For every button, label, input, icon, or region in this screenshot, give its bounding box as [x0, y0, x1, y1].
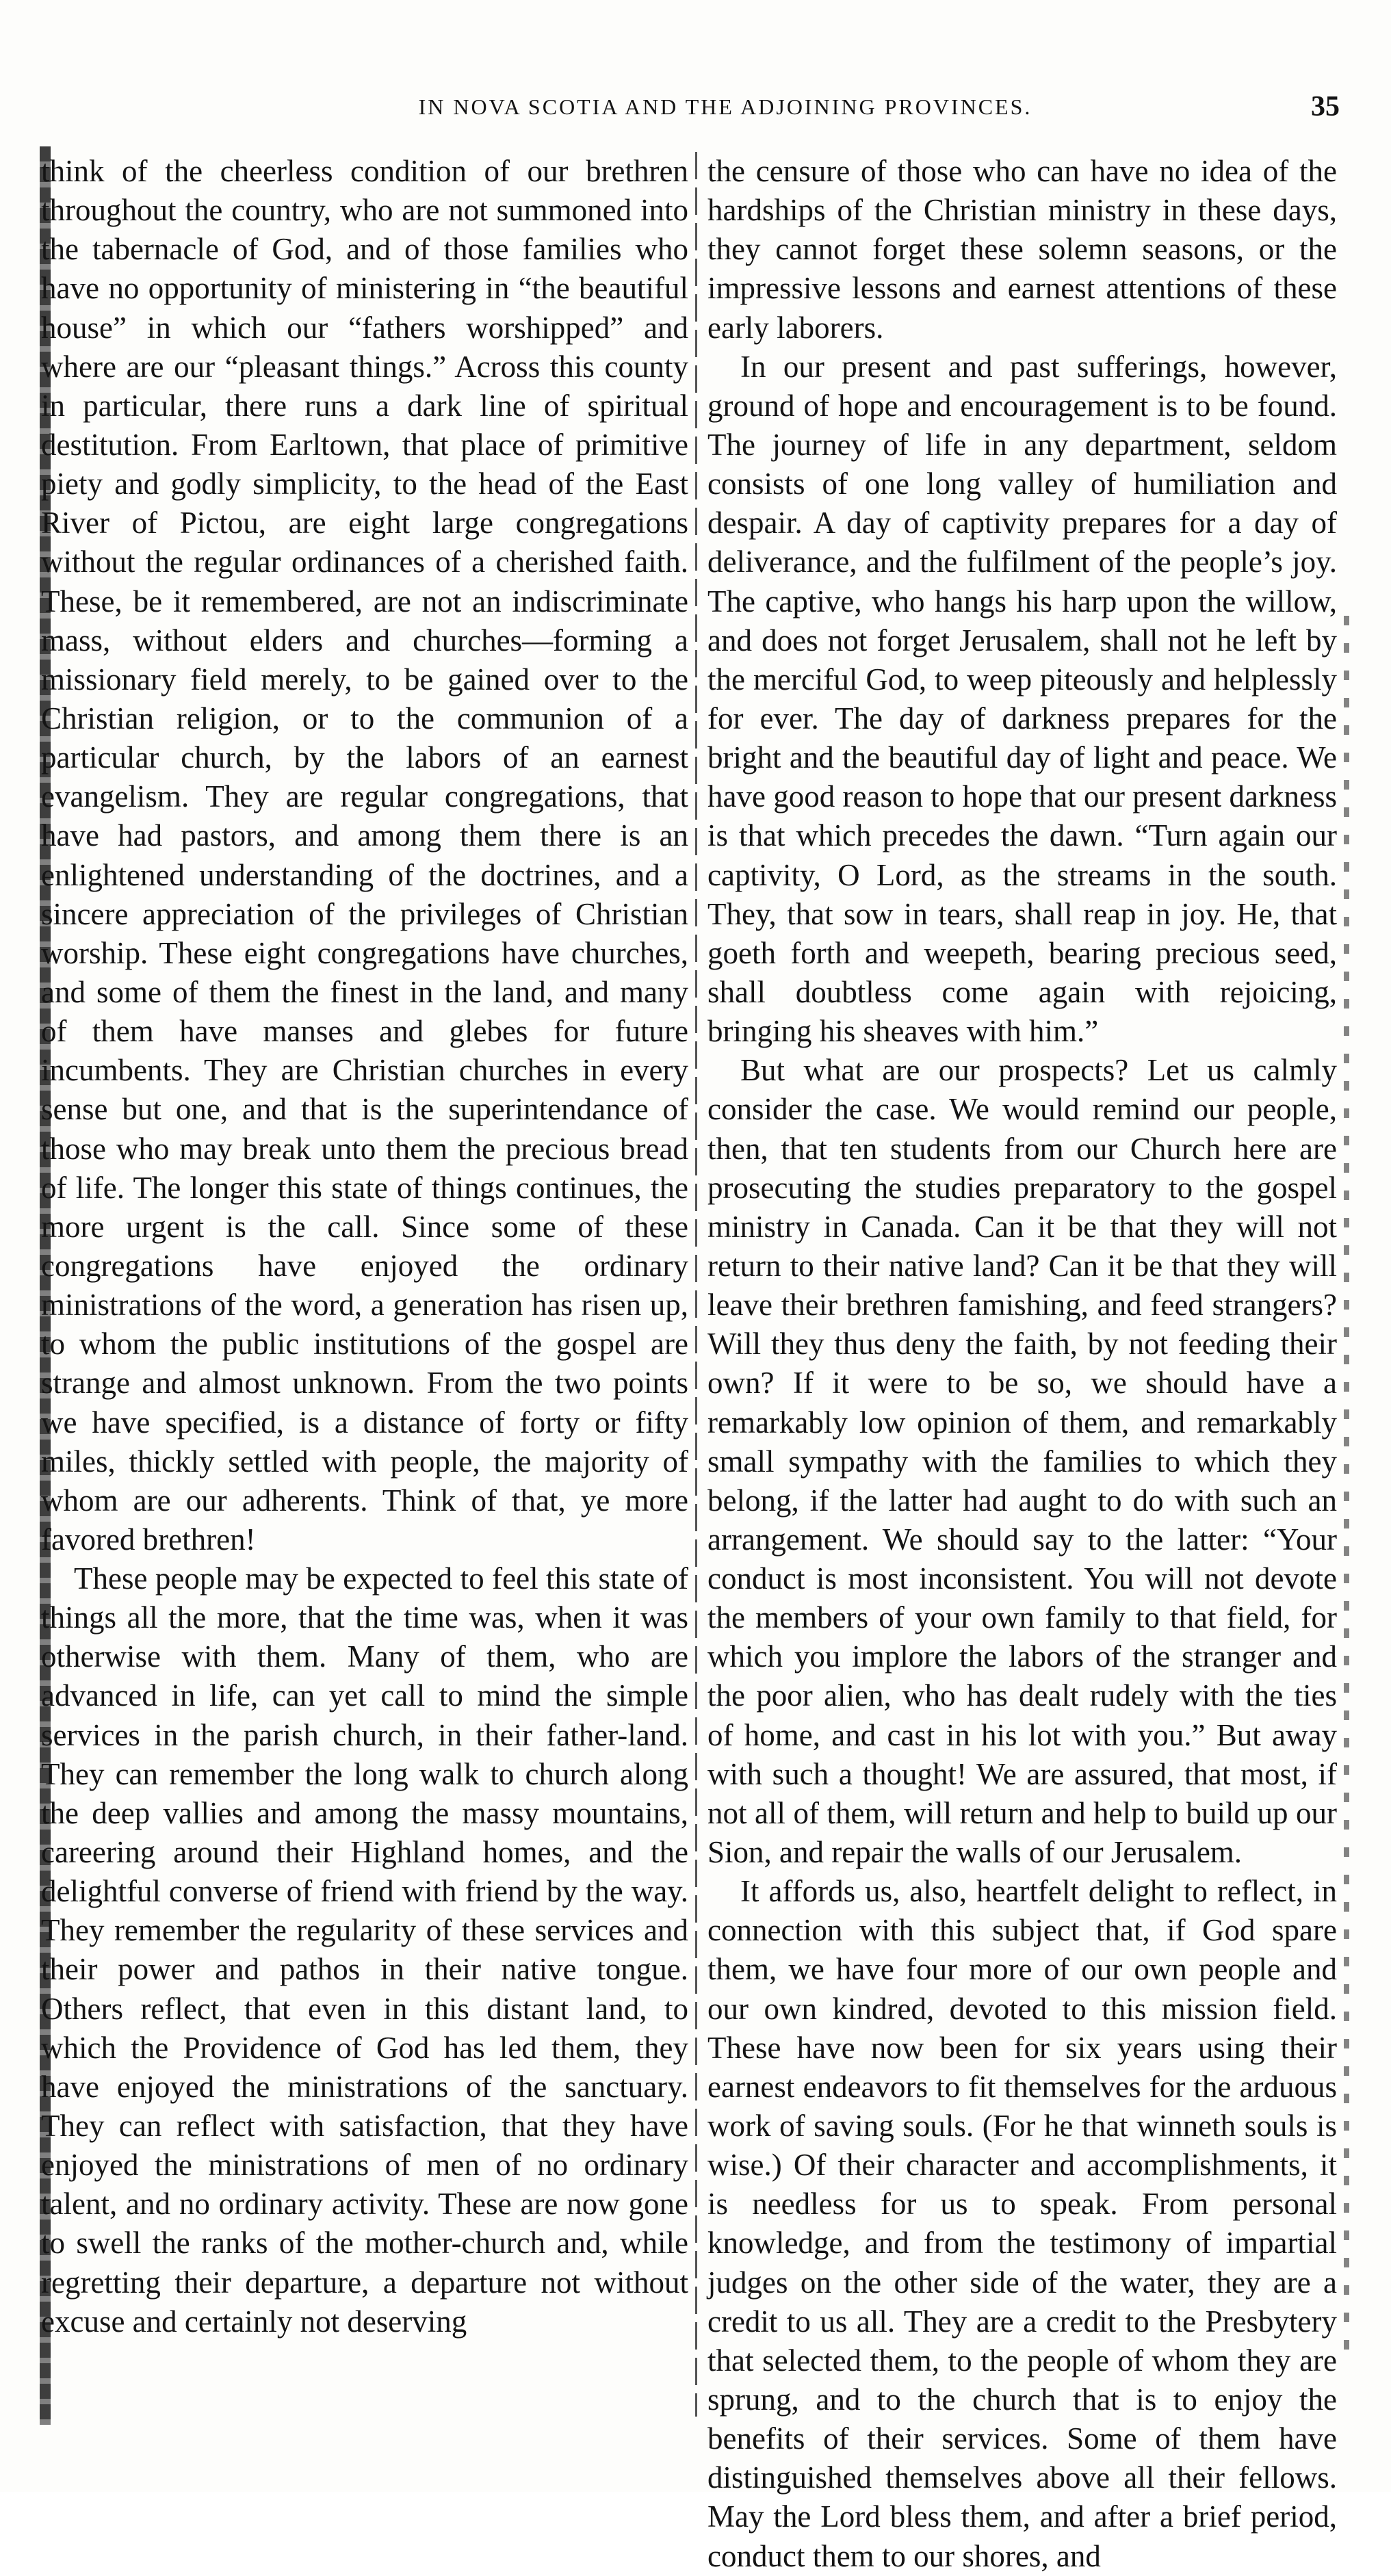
column-divider [695, 152, 697, 2417]
page-edge-marks [1344, 616, 1349, 2367]
paragraph: It affords us, also, heartfelt delight to reflect, in connection with this subject that, if God spare them, we have four more of our own people and our own kindred, devoted to this mission field. These have now been for six years using their earnest endeavors to fit themselves for the arduous work of saving souls. (For he that winneth souls is wise.) Of their character and accomplishments, it is needless for us to speak. From personal knowledge, and from the testimony of impartial judges on the other side of the water, they are a credit to us all. They are a credit to the Presbytery that selected them, to the people of whom they are sprung, and to the church that is to enjoy the benefits of their services. Some of them have distinguished themselves above all their fellows. May the Lord bless them, and after a brief period, conduct them to our shores, and [707, 1874, 1337, 2573]
running-title: IN NOVA SCOTIA AND THE ADJOINING PROVINCES. [418, 94, 1032, 119]
right-column [707, 152, 1337, 2573]
left-column [41, 152, 688, 2430]
page-header [48, 91, 1348, 135]
paragraph: But what are our prospects? Let us calmly consider the case. We would remind our people, then, that ten students from our Church here are prosecuting the studies preparatory to the gospel ministry in Canada. Can it be that they will not return to their native land? Can it be that they will leave their brethren famishing, and feed strangers? Will they thus deny the faith, by not feeding their own? If it were to be so, we should have a remarkably low opinion of them, and remarkably small sympathy with the families to which they belong, if the latter had aught to do with such an arrangement. We should say to the latter: “Your conduct is most inconsistent. You will not devote the members of your own family to that field, for which you implore the labors of the stranger and the poor alien, who has dealt rudely with the ties of home, and cast in his lot with you.” But away with such a thought! We are assured, that most, if not all of them, will return and help to build up our Sion, and repair the walls of our Jerusalem. [707, 1053, 1337, 1870]
paragraph: think of the cheerless condition of our brethren throughout the country, who are not summoned into the tabernacle of God, and of those families who have no opportunity of ministering in “the beautiful house” in which our “fathers worshipped” and where are our “pleasant things.” Across this county in particular, there runs a dark line of spiritual destitution. From Earltown, that place of primitive piety and godly simplicity, to the head of the East River of Pictou, are eight large congregations without the regular ordinances of a cherished faith. These, be it remembered, are not an indiscriminate mass, without elders and churches—forming a missionary field merely, to be gained over to the Christian religion, or to the communion of a particular church, by the labors of an earnest evangelism. They are regular congregations, that have had pastors, and among them there is an enlightened understanding of the doctrines, and a sincere appreciation of the privileges of Christian worship. These eight congregations have churches, and some of them the finest in the land, and many of them have manses and glebes for future incumbents. They are Christian churches in every sense but one, and that is the superintendance of those who may break unto them the precious bread of life. The longer this state of things continues, the more urgent is the call. Since some of these congregations have enjoyed the ordinary ministrations of the word, a generation has risen up, to whom the public institutions of the gospel are strange and almost unknown. From the two points we have specified, is a distance of forty or fifty miles, thickly settled with people, the majority of whom are our adherents. Think of that, ye more favored brethren! [41, 154, 688, 1557]
page-number: 35 [1311, 91, 1340, 122]
paragraph: the censure of those who can have no idea of the hardships of the Christian ministry in these days, they cannot forget these solemn seasons, or the impressive lessons and earnest attentions of these early laborers. [707, 154, 1337, 345]
paragraph: In our present and past sufferings, however, ground of hope and encouragement is to be found. The journey of life in any department, seldom consists of one long valley of humiliation and despair. A day of captivity prepares for a day of deliverance, and the fulfilment of the people’s joy. The captive, who hangs his harp upon the willow, and does not forget Jerusalem, shall not he left by the merciful God, to weep piteously and helplessly for ever. The day of darkness prepares for the bright and the beautiful day of light and peace. We have good reason to hope that our present darkness is that which precedes the dawn. “Turn again our captivity, O Lord, as the streams in the south. They, that sow in tears, shall reap in joy. He, that goeth forth and weepeth, bearing precious seed, shall doubtless come again with rejoicing, bringing his sheaves with him.” [707, 349, 1337, 1049]
paragraph: These people may be expected to feel this state of things all the more, that the time was, when it was otherwise with them. Many of them, who are advanced in life, can yet call to mind the simple services in the parish church, in their father-land. They can remember the long walk to church along the deep vallies and among the massy mountains, careering around their Highland homes, and the delightful converse of friend with friend by the way. They remember the regularity of these services and their power and pathos in their native tongue. Others reflect, that even in this distant land, to which the Providence of God has led them, they have enjoyed the ministrations of the sanctuary. They can reflect with satisfaction, that they have enjoyed the ministrations of men of no ordinary talent, and no ordinary activity. These are now gone to swell the ranks of the mother-church and, while regretting their departure, a departure not without excuse and certainly not deserving [41, 1561, 688, 2339]
